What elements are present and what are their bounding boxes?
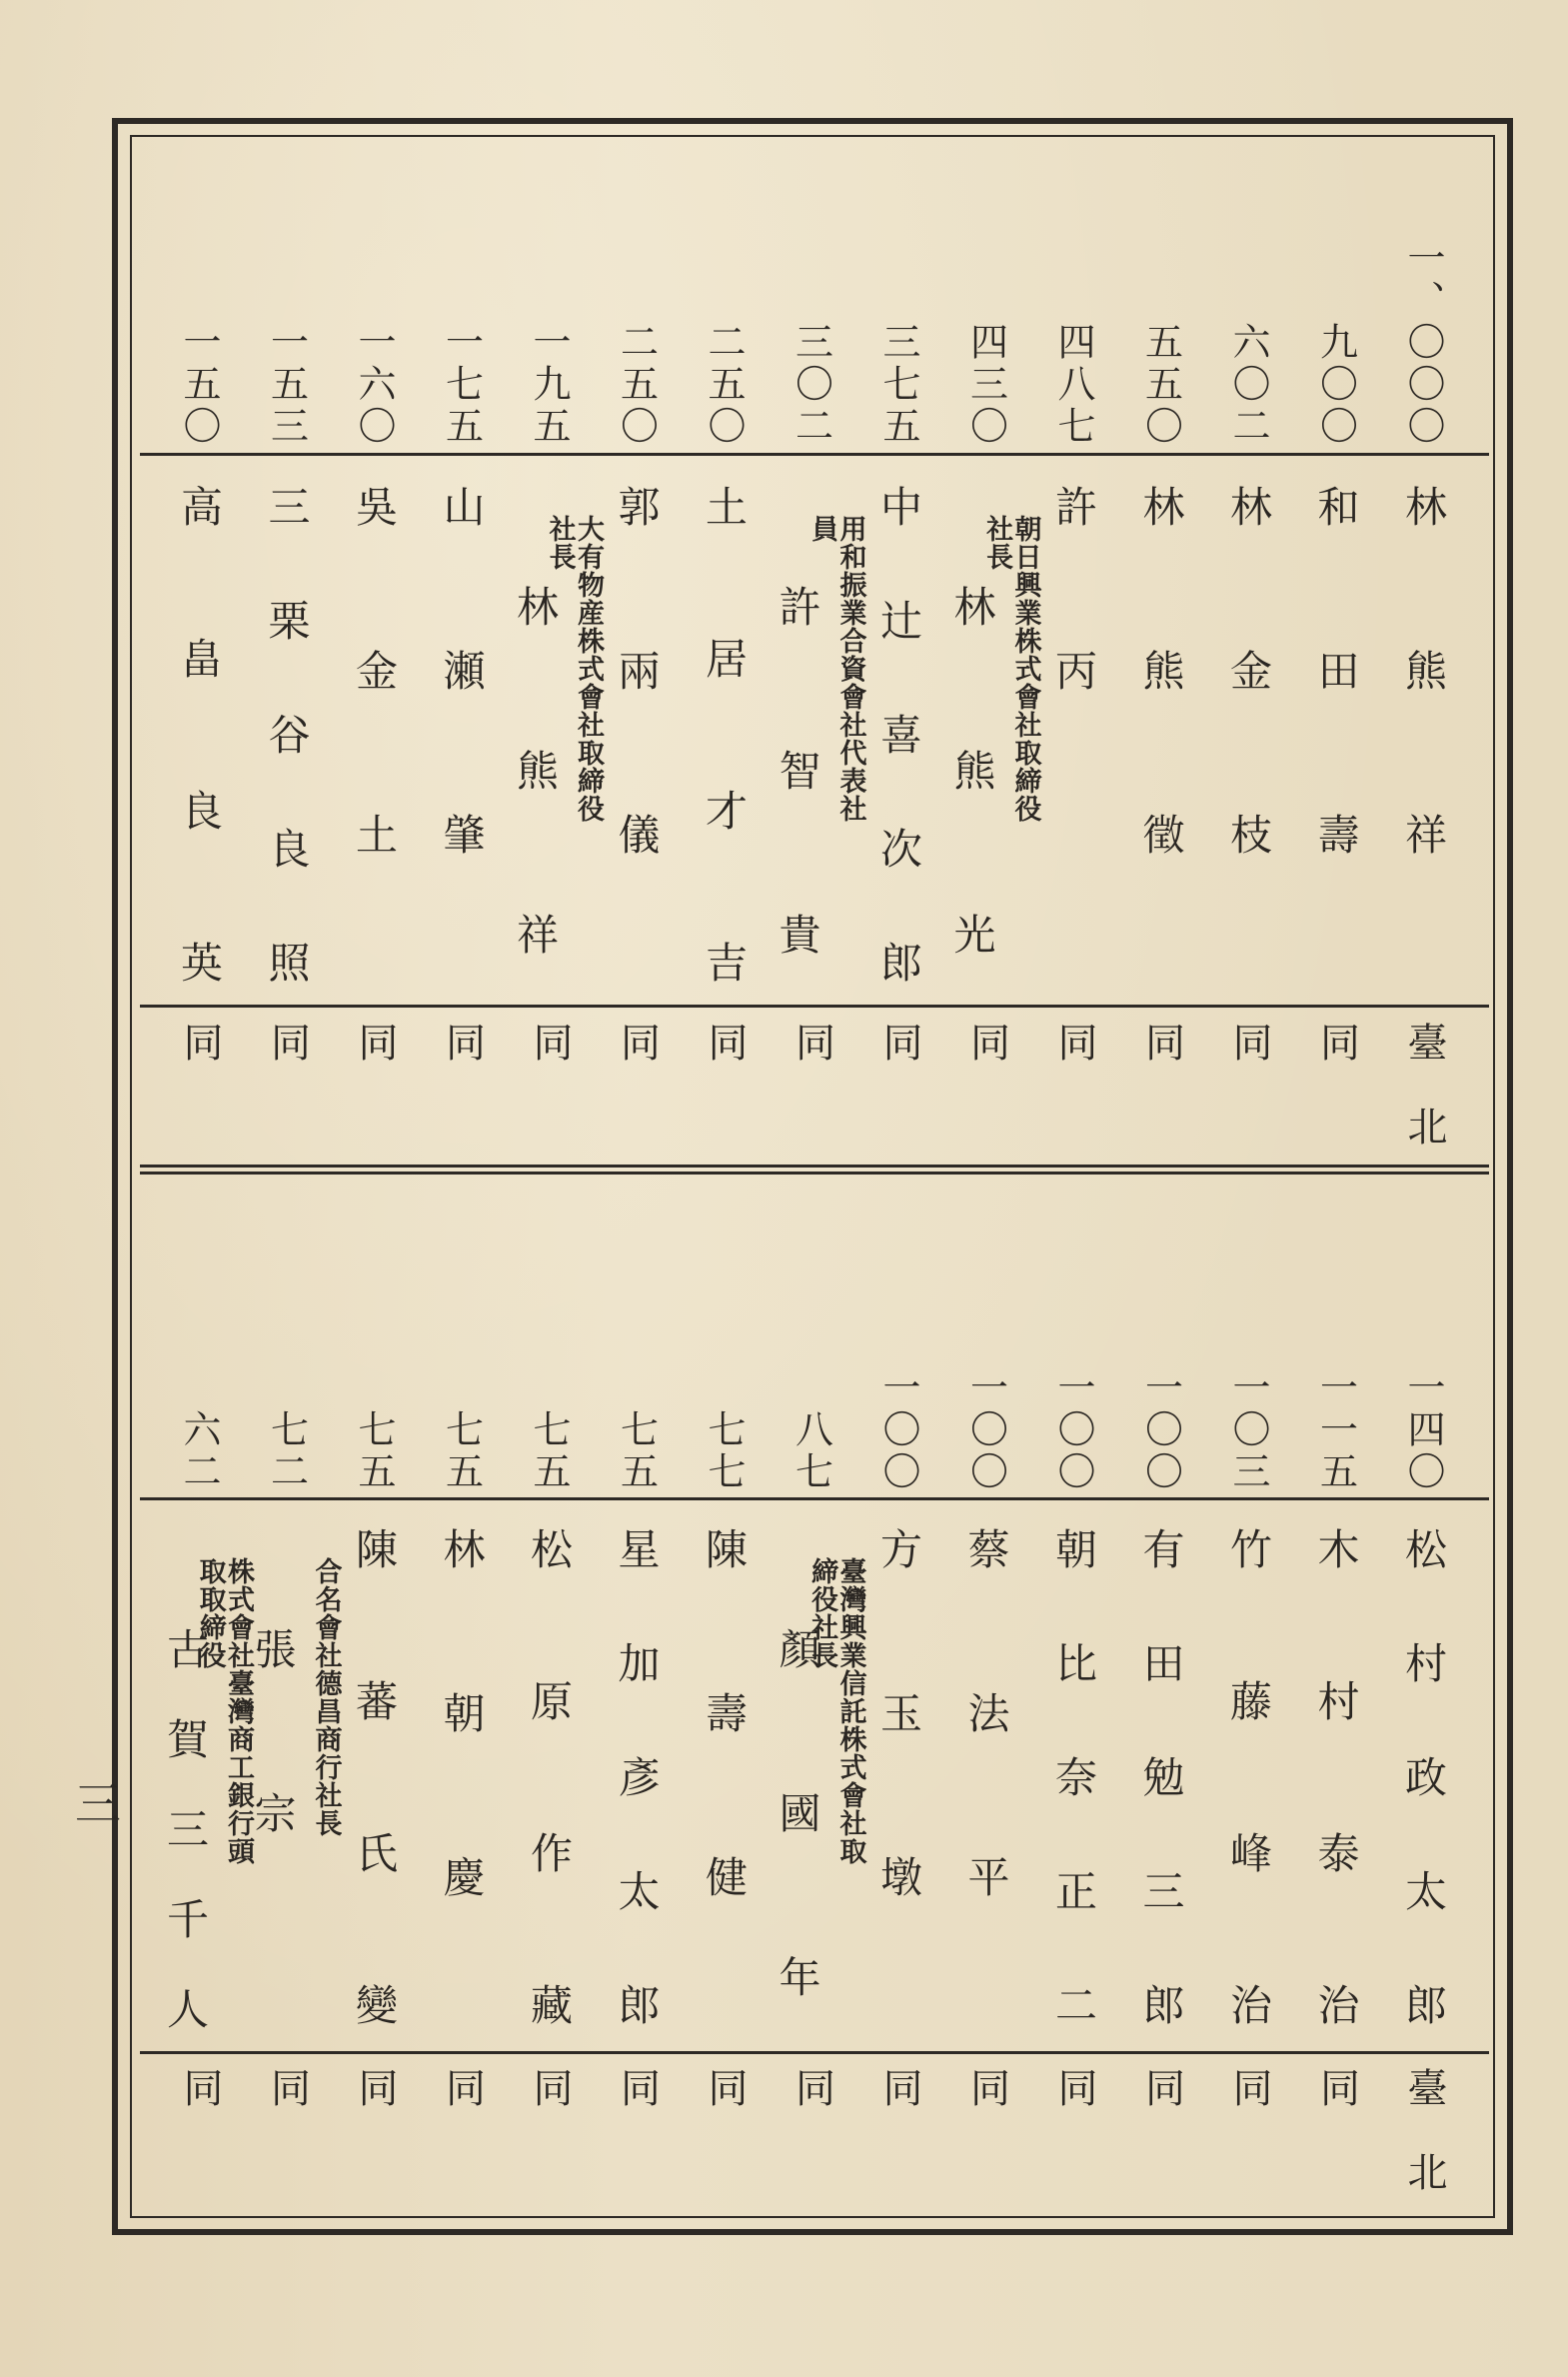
city: 同 (788, 1022, 835, 1106)
share-amount: 二五〇 (702, 322, 746, 448)
city: 同 (614, 2067, 661, 2151)
city: 同 (1138, 2067, 1185, 2151)
shareholder-name: 蔡 法 平 (961, 1527, 1011, 1937)
city: 同 (963, 2067, 1010, 2151)
city: 同 (1051, 2067, 1097, 2151)
shareholder-name: 三 栗 谷 良 照 (262, 485, 312, 998)
city: 同 (1226, 1022, 1272, 1106)
shareholder-name: 林 金 枝 (1224, 485, 1273, 895)
shareholder-name: 陳 蕃 氏 變 (350, 1527, 399, 2059)
share-amount: 七五 (614, 1409, 659, 1493)
city: 同 (264, 1022, 311, 1106)
share-amount: 四八七 (1051, 322, 1095, 448)
city: 同 (352, 1022, 398, 1106)
share-amount: 六〇二 (1226, 322, 1270, 448)
share-amount: 七五 (439, 1409, 484, 1493)
share-amount: 一〇〇 (876, 1367, 920, 1493)
share-amount: 一五〇 (177, 322, 221, 448)
city: 同 (439, 1022, 486, 1106)
share-amount: 八七 (788, 1409, 833, 1493)
shareholder-name: 張 宗 (248, 1627, 298, 1873)
city: 臺北 (1401, 1022, 1447, 1189)
company-title: 用和振業合資會社代表社員 (806, 515, 866, 823)
lower-city-rule (140, 2051, 1489, 2054)
upper-amount-rule (140, 453, 1489, 456)
shareholder-name: 顏 國 年 (773, 1627, 822, 2037)
share-amount: 三七五 (876, 322, 920, 448)
shareholder-name: 有 田 勉 三 郎 (1136, 1527, 1186, 2040)
share-amount: 一〇三 (1226, 1367, 1270, 1493)
city: 同 (702, 2067, 748, 2151)
shareholder-name: 許 智 貴 (773, 585, 822, 995)
share-amount: 一五三 (264, 322, 309, 448)
share-amount: 五五〇 (1138, 322, 1183, 448)
city: 同 (1226, 2067, 1272, 2151)
city: 臺北 (1401, 2067, 1447, 2235)
city: 同 (614, 1022, 661, 1106)
shareholder-name: 中 辻 喜 次 郎 (874, 485, 923, 998)
shareholder-name: 竹 藤 峰 治 (1224, 1527, 1273, 2059)
shareholder-name: 星 加 彥 太 郎 (612, 1527, 662, 2040)
shareholder-name: 林 熊 光 (947, 585, 997, 995)
share-amount: 一〇〇 (1138, 1367, 1183, 1493)
city: 同 (1313, 1022, 1360, 1106)
city: 同 (1138, 1022, 1185, 1106)
shareholder-name: 和 田 壽 (1311, 485, 1361, 895)
shareholder-name: 松 村 政 太 郎 (1399, 1527, 1448, 2040)
shareholder-name: 林 熊 祥 (1399, 485, 1448, 895)
shareholder-name: 陳 壽 健 (700, 1527, 749, 1937)
share-amount: 七五 (527, 1409, 571, 1493)
share-amount: 一四〇 (1401, 1367, 1445, 1493)
shareholder-name: 許 丙 (1049, 485, 1098, 731)
city: 同 (177, 1022, 223, 1106)
share-amount: 七五 (352, 1409, 396, 1493)
shareholder-name: 土 居 才 吉 (700, 485, 749, 1017)
shareholder-name: 松 原 作 藏 (525, 1527, 574, 2059)
city: 同 (264, 2067, 311, 2151)
shareholder-name: 山 瀬 肇 (437, 485, 487, 895)
shareholder-name: 方 玉 墩 (874, 1527, 923, 1937)
share-amount: 一九五 (527, 322, 571, 448)
upper-city-rule (140, 1005, 1489, 1008)
page-number: 三 (68, 1779, 122, 1825)
city: 同 (876, 1022, 922, 1106)
lower-amount-rule (140, 1497, 1489, 1500)
section-divider-bottom (140, 1172, 1489, 1175)
shareholder-name: 高 畠 良 英 (175, 485, 224, 1017)
share-amount: 九〇〇 (1313, 322, 1358, 448)
share-amount: 七二 (264, 1409, 309, 1493)
city: 同 (1313, 2067, 1360, 2151)
share-amount: 一一五 (1313, 1367, 1358, 1493)
share-amount: 一七五 (439, 322, 484, 448)
share-amount: 二五〇 (614, 322, 659, 448)
share-amount: 三〇二 (788, 322, 833, 448)
share-amount: 一、〇〇〇 (1401, 238, 1445, 448)
city: 同 (963, 1022, 1010, 1106)
shareholder-name: 朝 比 奈 正 二 (1049, 1527, 1098, 2040)
shareholder-name: 郭 兩 儀 (612, 485, 662, 895)
share-amount: 四三〇 (963, 322, 1008, 448)
company-title: 株式會社臺灣商工銀行頭取取締役 (194, 1557, 254, 1865)
share-amount: 一〇〇 (963, 1367, 1008, 1493)
share-amount: 七七 (702, 1409, 746, 1493)
city: 同 (177, 2067, 223, 2151)
share-amount: 一六〇 (352, 322, 396, 448)
shareholder-name: 林 朝 慶 (437, 1527, 487, 1937)
city: 同 (702, 1022, 748, 1106)
city: 同 (527, 2067, 573, 2151)
city: 同 (876, 2067, 922, 2151)
city: 同 (1051, 1022, 1097, 1106)
company-title: 合名會社德昌商行社長 (310, 1557, 342, 1837)
company-title: 大有物産株式會社取締役社長 (544, 515, 604, 823)
city: 同 (788, 2067, 835, 2151)
city: 同 (439, 2067, 486, 2151)
city: 同 (352, 2067, 398, 2151)
shareholder-name: 古 賀 三 千 人 (161, 1627, 210, 2032)
shareholder-name: 木 村 泰 治 (1311, 1527, 1361, 2059)
company-title: 朝日興業株式會社取締役社長 (981, 515, 1041, 823)
share-amount: 六二 (177, 1409, 221, 1493)
company-title: 臺灣興業信託株式會社取締役社長 (806, 1557, 866, 1865)
share-amount: 一〇〇 (1051, 1367, 1095, 1493)
section-divider-top (140, 1165, 1489, 1168)
shareholder-name: 林 熊 徵 (1136, 485, 1186, 895)
city: 同 (527, 1022, 573, 1106)
shareholder-name: 林 熊 祥 (511, 585, 560, 995)
shareholder-name: 吳 金 土 (350, 485, 399, 895)
